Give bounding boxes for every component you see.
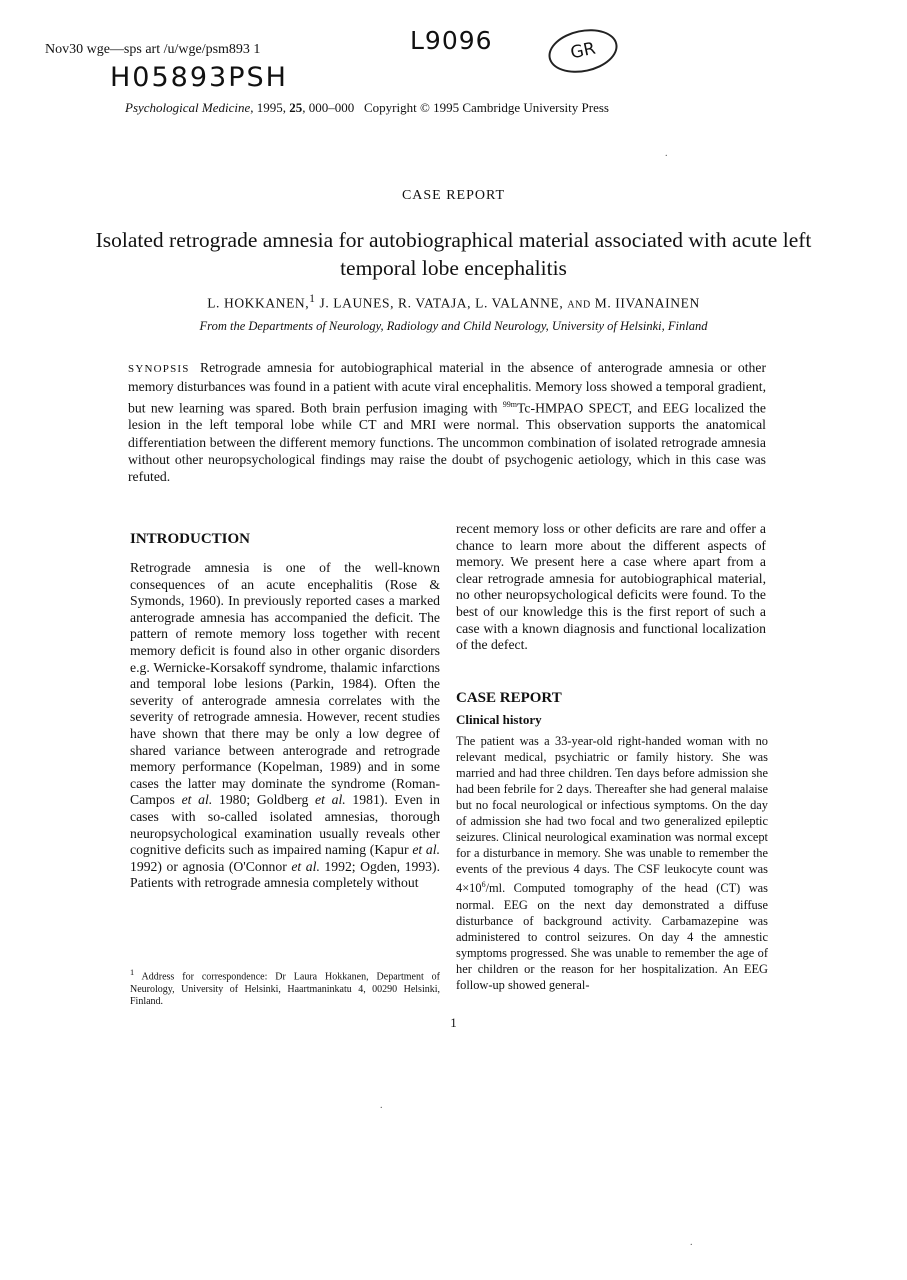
introduction-heading: INTRODUCTION [130,531,251,547]
typesetter-code: Nov30 wge—sps art /u/wge/psm893 1 [45,42,261,57]
scan-mark: . [380,1100,383,1111]
affiliation: From the Departments of Neurology, Radiology and Child Neurology, University of Helsinki, Finland [199,319,708,333]
synopsis-text-1: Retrograde amnesia for autobiographical material in the absence of anterograde amnesia or other memory disturbances was found in a patient with acute viral encephalitis. Memory loss showed a temporal gradient, but new learning was spared. Both brain perfusion imaging with [128,360,767,416]
handwritten-document-id: H05893PSH [110,62,288,93]
clinical-history-heading: Clinical history [456,712,542,727]
journal-citation [125,100,609,116]
clinical-text-2: /ml. Computed tomography of the head (CT) was normal. EEG on the next day demonstrated a diffuse disturbance of background activity. Carbamazepine was administered to control seizures. On day 4 the amnestic symptoms progressed. She was unable to remember the age of her children or the reason for her hospitalization. An EEG follow-up showed general- [456,881,768,992]
intro-text-3: 1981). Even in cases with so-called isolated amnesias, thorough neuropsychological examination usually reveals other cognitive deficits such as impaired naming (Kapur [130,792,440,858]
page-number: 1 [450,1015,457,1030]
author-others: J. LAUNES, R. VATAJA, L. VALANNE, [315,295,568,311]
intro-text-2: 1980; Goldberg [212,792,316,808]
author-first: L. HOKKANEN, [207,295,310,311]
intro-text-5: 1992; Ogden, 1993). Patients with retrograde amnesia completely without [130,858,440,891]
introduction-body [130,560,440,892]
scan-mark: . [690,1237,693,1248]
stamp-text: GR [568,38,598,64]
journal-volume: 25 [289,100,303,115]
et-al-1: et al. [181,792,213,808]
article-title: Isolated retrograde amnesia for autobiographical material associated with acute left temporal lobe encephalitis [95,228,812,280]
scan-mark: . [665,148,668,159]
author-and: AND [567,299,591,311]
et-al-3: et al. [412,842,440,858]
clinical-history-body [456,733,768,993]
journal-copyright: Copyright © 1995 Cambridge University Press [364,100,609,115]
et-al-2: et al. [315,792,346,808]
et-al-4: et al. [291,858,320,874]
footnote-text: Address for correspondence: Dr Laura Hokkanen, Department of Neurology, University of Helsinki, Haartmaninkatu 4, 00290 Helsinki, Finland. [130,971,440,1008]
footnote [130,967,440,1009]
journal-year: , 1995, [250,100,290,115]
synopsis-text-2: Tc-HMPAO SPECT, and EEG localized the lesion in the left temporal lobe while CT and MRI were normal. This observation supports the anatomical differentiation between the different memory functions. The uncommon combination of isolated retrograde amnesia without other neuropsychological findings may raise the doubt of psychogenic aetiology, which in this case was refuted. [128,400,767,485]
handwritten-stamp [544,23,621,79]
handwritten-catalog-number: L9096 [410,26,493,55]
isotope-superscript: 99m [502,399,518,409]
author-last: M. IIVANAINEN [590,295,700,311]
intro-text-1: Retrograde amnesia is one of the well-known consequences of an acute encephalitis (Rose & Symonds, 1960). In previously reported cases a marked anterograde amnesia has accompanied the deficit. The pattern of remote memory loss together with recent memory deficit is found also in other organic disorders e.g. Wernicke-Korsakoff syndrome, thalamic infarctions and temporal lobe lesions (Parkin, 1984). Often the severity of anterograde amnesia correlates with the severity of retrograde amnesia. However, recent studies have shown that there may be only a low degree of shared variance between anterograde and retrograde memory performance (Kopelman, 1989) and in some cases the latter may dominate the syndrome (Roman-Campos [130,560,440,808]
section-label: CASE REPORT [401,188,506,203]
journal-name: Psychological Medicine [125,100,251,115]
intro-text-4: 1992) or agnosia (O'Connor [130,858,292,874]
clinical-text-1: The patient was a 33-year-old right-handed woman with no relevant medical, psychiatric or family history. She was married and had three children. Ten days before admission she had been febrile for 2 days. Thereafter she had general malaise but no focal neurological or infectious symptoms. On the day of admission she had two focal and two generalized epileptic seizures. Clinical neurological examination was normal except for a disturbance in memory. She was unable to remember the events of the previous 4 days. The CSF leukocyte count was 4×10 [456,734,768,896]
synopsis-label: SYNOPSIS [128,363,190,375]
case-report-heading: CASE REPORT [456,690,562,706]
author-list [0,293,907,312]
exponent: 6 [481,880,486,890]
journal-pages: , 000–000 [302,100,355,115]
introduction-continued: recent memory loss or other deficits are rare and offer a chance to learn more about the different aspects of memory. We present here a case where apart from a clear retrograde amnesia for autobiographical material, no other neuropsychological deficits were found. To the best of our knowledge this is the first report of such a case with a known diagnosis and functional localization of the defect. [456,521,766,653]
footnote-marker: 1 [130,968,135,977]
synopsis [128,359,766,486]
author-footnote-marker: 1 [309,293,316,305]
